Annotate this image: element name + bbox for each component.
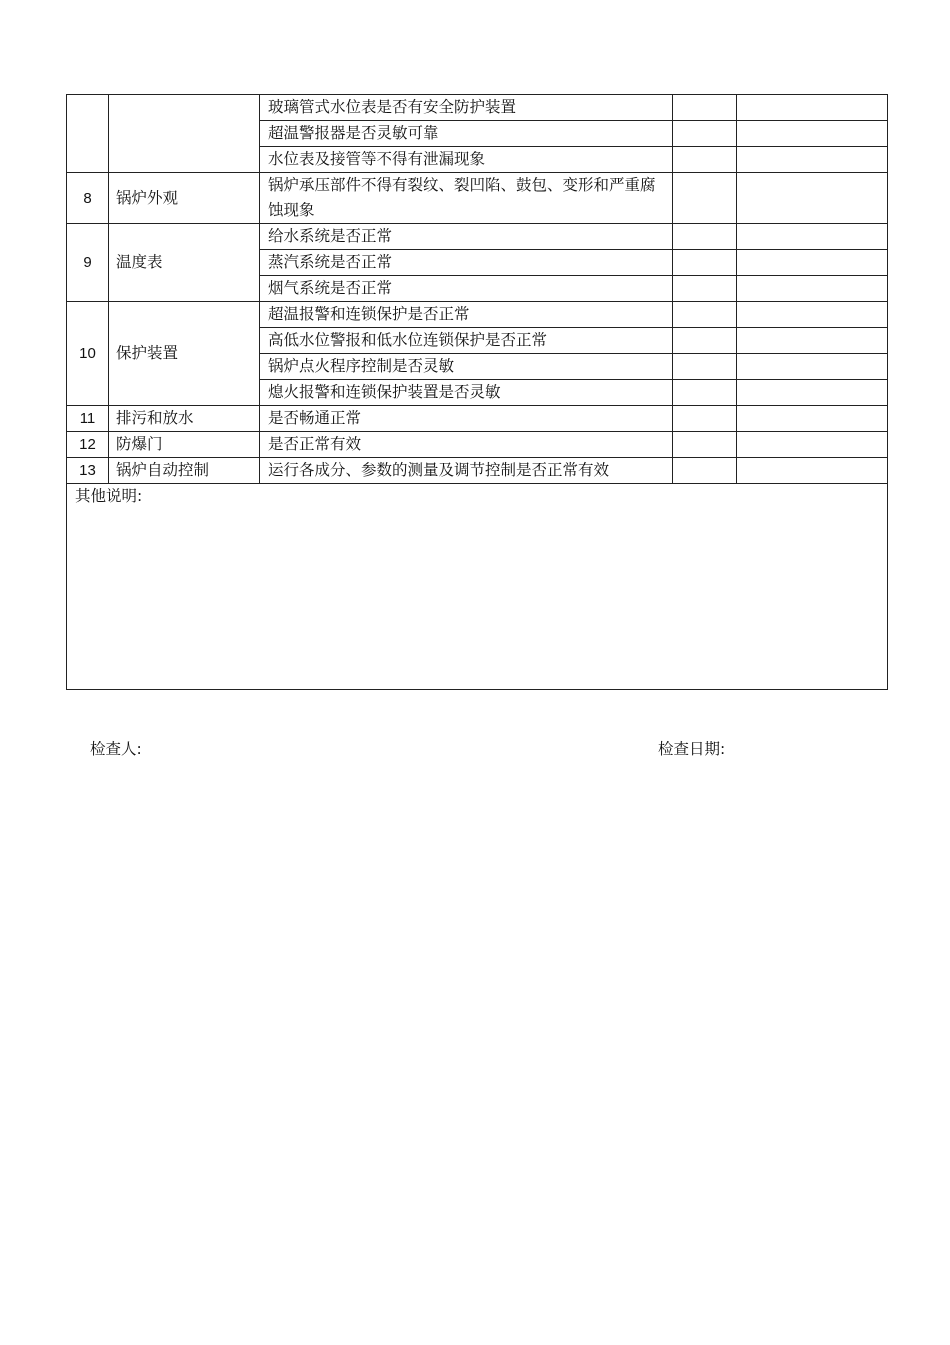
check-criterion: 锅炉点火程序控制是否灵敏 [260, 354, 673, 380]
item-name: 锅炉自动控制 [109, 458, 260, 484]
check-criterion: 水位表及接管等不得有泄漏现象 [260, 147, 673, 173]
notes-row [67, 484, 888, 690]
row-number: 10 [67, 302, 109, 406]
row-number: 12 [67, 432, 109, 458]
remark-cell[interactable] [737, 328, 888, 354]
table-row [67, 173, 888, 224]
row-number: 9 [67, 224, 109, 302]
result-cell[interactable] [673, 458, 737, 484]
check-criterion: 熄火报警和连锁保护装置是否灵敏 [260, 380, 673, 406]
row-number [67, 95, 109, 173]
remark-cell[interactable] [737, 95, 888, 121]
inspection-sheet [66, 94, 887, 690]
remark-cell[interactable] [737, 432, 888, 458]
item-name: 保护装置 [109, 302, 260, 406]
remark-cell[interactable] [737, 173, 888, 224]
check-criterion: 给水系统是否正常 [260, 224, 673, 250]
table-row [67, 432, 888, 458]
check-criterion: 烟气系统是否正常 [260, 276, 673, 302]
check-criterion: 高低水位警报和低水位连锁保护是否正常 [260, 328, 673, 354]
row-number: 13 [67, 458, 109, 484]
result-cell[interactable] [673, 380, 737, 406]
table-row [67, 224, 888, 250]
check-criterion: 玻璃管式水位表是否有安全防护装置 [260, 95, 673, 121]
remark-cell[interactable] [737, 302, 888, 328]
table-row [67, 95, 888, 121]
check-criterion: 超温报警和连锁保护是否正常 [260, 302, 673, 328]
result-cell[interactable] [673, 328, 737, 354]
check-criterion: 运行各成分、参数的测量及调节控制是否正常有效 [260, 458, 673, 484]
remark-cell[interactable] [737, 354, 888, 380]
table-row [67, 458, 888, 484]
item-name: 排污和放水 [109, 406, 260, 432]
item-name: 防爆门 [109, 432, 260, 458]
item-name: 锅炉外观 [109, 173, 260, 224]
inspector-label: 检查人: [90, 740, 142, 758]
table-row [67, 302, 888, 328]
notes-label: 其他说明: [75, 487, 143, 505]
remark-cell[interactable] [737, 380, 888, 406]
result-cell[interactable] [673, 250, 737, 276]
result-cell[interactable] [673, 147, 737, 173]
check-criterion: 是否畅通正常 [260, 406, 673, 432]
remark-cell[interactable] [737, 250, 888, 276]
check-criterion: 蒸汽系统是否正常 [260, 250, 673, 276]
result-cell[interactable] [673, 224, 737, 250]
check-criterion: 超温警报器是否灵敏可靠 [260, 121, 673, 147]
result-cell[interactable] [673, 276, 737, 302]
remark-cell[interactable] [737, 121, 888, 147]
row-number: 11 [67, 406, 109, 432]
result-cell[interactable] [673, 95, 737, 121]
check-criterion: 锅炉承压部件不得有裂纹、裂凹陷、鼓包、变形和严重腐蚀现象 [260, 173, 673, 224]
row-number: 8 [67, 173, 109, 224]
check-criterion: 是否正常有效 [260, 432, 673, 458]
remark-cell[interactable] [737, 147, 888, 173]
remark-cell[interactable] [737, 458, 888, 484]
boiler-inspection-table [66, 94, 888, 690]
result-cell[interactable] [673, 121, 737, 147]
item-name [109, 95, 260, 173]
result-cell[interactable] [673, 406, 737, 432]
remark-cell[interactable] [737, 224, 888, 250]
result-cell[interactable] [673, 302, 737, 328]
other-notes-cell[interactable] [67, 484, 888, 690]
item-name: 温度表 [109, 224, 260, 302]
remark-cell[interactable] [737, 406, 888, 432]
result-cell[interactable] [673, 354, 737, 380]
inspection-date-label: 检查日期: [658, 740, 726, 758]
result-cell[interactable] [673, 432, 737, 458]
result-cell[interactable] [673, 173, 737, 224]
remark-cell[interactable] [737, 276, 888, 302]
table-row [67, 406, 888, 432]
